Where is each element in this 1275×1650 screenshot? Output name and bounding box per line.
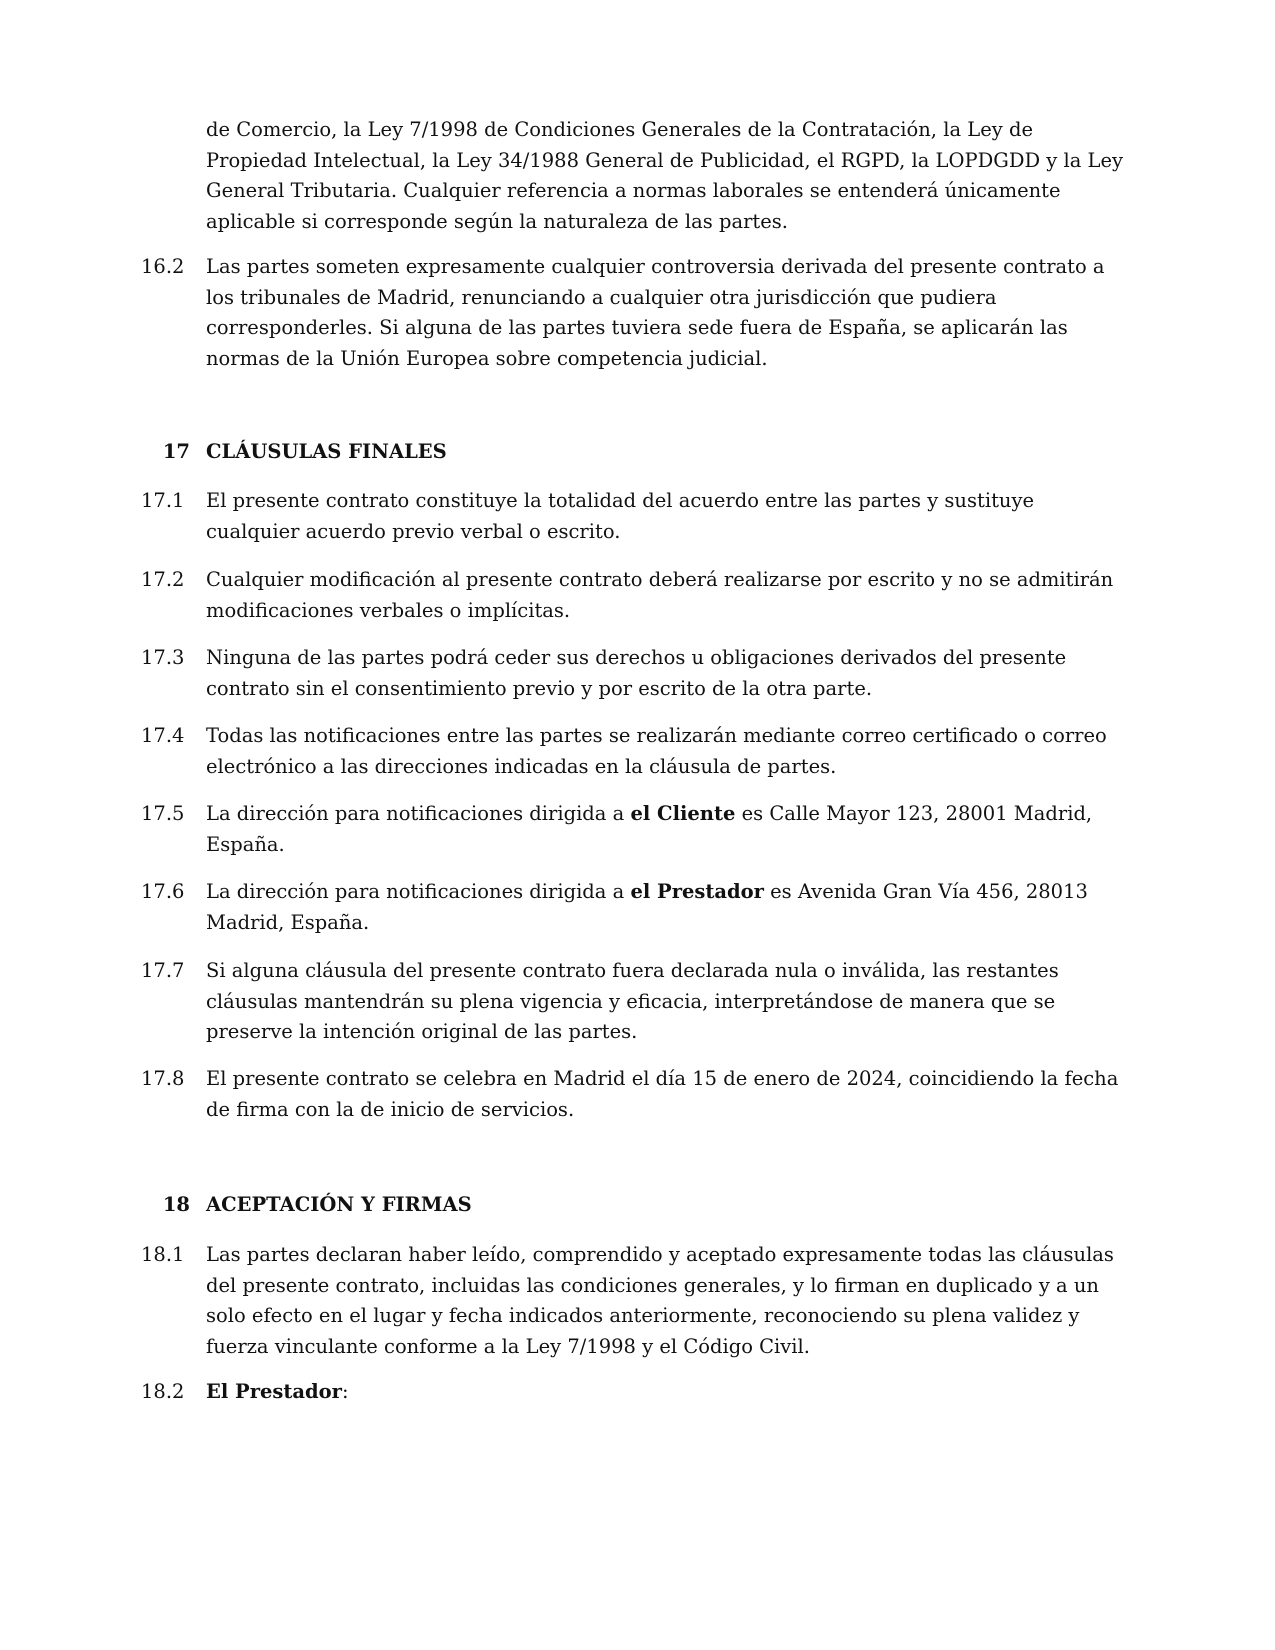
section-number: 18 — [162, 1193, 190, 1216]
clause-number: 18.2 — [141, 1380, 185, 1403]
section-title: CLÁUSULAS FINALES — [206, 440, 447, 463]
clause-text: Cualquier modificación al presente contrato deberá realizarse por escrito y no se admitirán modificaciones verbales o implícitas. — [206, 568, 1114, 622]
clause-text: Si alguna cláusula del presente contrato fuera declarada nula o inválida, las restantes cláusulas mantendrán su plena vigencia y eficacia, interpretándose de manera que se preserve la intención original de las partes. — [206, 959, 1059, 1043]
clause-text — [206, 799, 1126, 860]
clause-text: Ninguna de las partes podrá ceder sus derechos u obligaciones derivados del presente contrato sin el consentimiento previo y por escrito de la otra parte. — [206, 646, 1067, 700]
section-title: ACEPTACIÓN Y FIRMAS — [206, 1193, 472, 1216]
clause-number: 17.7 — [141, 959, 185, 982]
signatory-label-prestador: El Prestador — [206, 1380, 342, 1403]
party-name-cliente: el Cliente — [630, 802, 736, 825]
clause-number: 17.2 — [141, 568, 185, 591]
clause-number: 17.4 — [141, 724, 185, 747]
clause-number: 17.8 — [141, 1067, 185, 1090]
section-number: 17 — [162, 440, 190, 463]
clause-text — [206, 877, 1126, 938]
clause-text: El presente contrato se celebra en Madrid el día 15 de enero de 2024, coincidiendo la fecha de firma con la de inicio de servicios. — [206, 1067, 1119, 1121]
clause-text-pre: La dirección para notificaciones dirigida a — [206, 880, 631, 903]
party-name-prestador: el Prestador — [630, 880, 764, 903]
clause-text: Todas las notificaciones entre las partes se realizarán mediante correo certificado o correo electrónico a las direcciones indicadas en la cláusula de partes. — [206, 724, 1107, 778]
clause-text: El presente contrato constituye la totalidad del acuerdo entre las partes y sustituye cualquier acuerdo previo verbal o escrito. — [206, 489, 1035, 543]
clause-number: 17.1 — [141, 489, 185, 512]
clause-number: 17.6 — [141, 880, 185, 903]
clause-number: 16.2 — [141, 255, 185, 278]
clause-number: 17.3 — [141, 646, 185, 669]
clause-text — [206, 1377, 1126, 1408]
clause-text: Las partes someten expresamente cualquier controversia derivada del presente contrato a los tribunales de Madrid, renunciando a cualquier otra jurisdicción que pudiera corresponderles. Si alguna de las partes tuviera sede fuera de España, se aplicarán las normas de la Unión Europea sobre competencia judicial. — [206, 255, 1105, 370]
clause-text-post: es Avenida Gran Vía 456, 28013 Madrid, España. — [206, 880, 1088, 934]
clause-number: 18.1 — [141, 1243, 185, 1266]
clause-text: de Comercio, la Ley 7/1998 de Condiciones Generales de la Contratación, la Ley de Propiedad Intelectual, la Ley 34/1988 General de Publicidad, el RGPD, la LOPDGDD y la Ley General Tributaria. Cualquier referencia a normas laborales se entenderá únicamente aplicable si corresponde según la naturaleza de las partes. — [206, 118, 1124, 233]
clause-text: Las partes declaran haber leído, comprendido y aceptado expresamente todas las cláusulas del presente contrato, incluidas las condiciones generales, y lo firman en duplicado y a un solo efecto en el lugar y fecha indicados anteriormente, reconociendo su plena validez y fuerza vinculante conforme a la Ley 7/1998 y el Código Civil. — [206, 1243, 1114, 1358]
clause-text-pre: La dirección para notificaciones dirigida a — [206, 802, 631, 825]
clause-number: 17.5 — [141, 802, 185, 825]
clause-text-post: es Calle Mayor 123, 28001 Madrid, España. — [206, 802, 1093, 856]
clause-text-post: : — [341, 1380, 349, 1403]
